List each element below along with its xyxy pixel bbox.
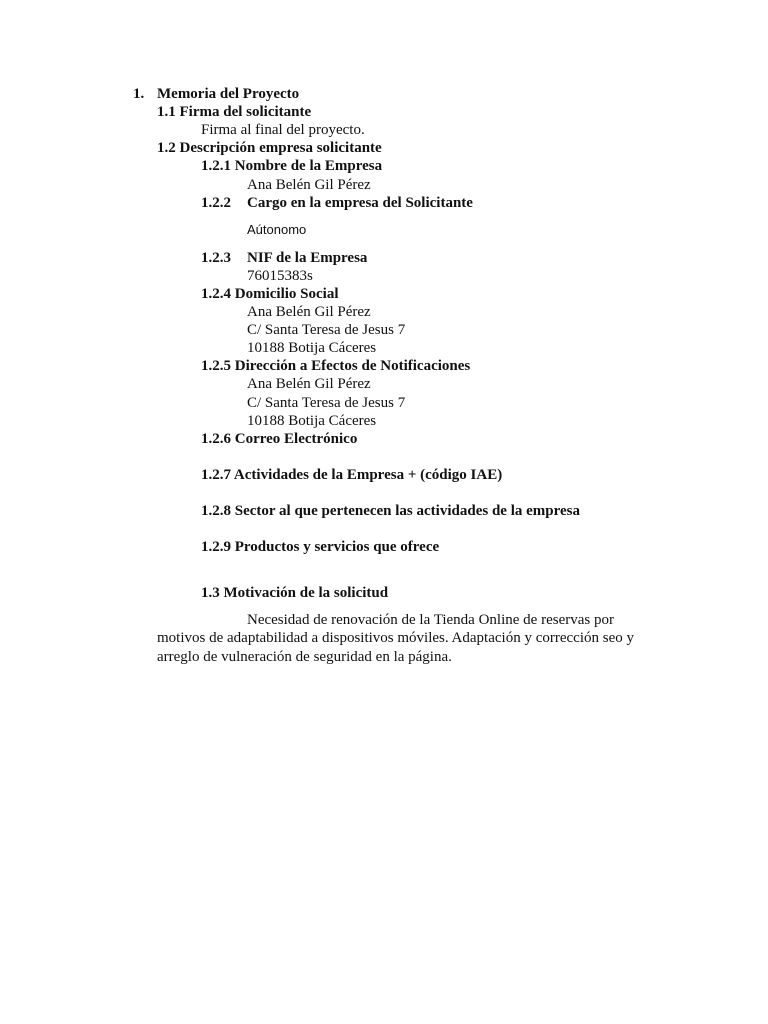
heading-1-number: 1. bbox=[133, 86, 145, 102]
heading-1-2-7: 1.2.7 Actividades de la Empresa + (código IAE) bbox=[201, 467, 503, 483]
heading-1-title: Memoria del Proyecto bbox=[157, 86, 300, 102]
heading-1-1: 1.1 Firma del solicitante bbox=[157, 104, 312, 120]
heading-1-2-2-title: Cargo en la empresa del Solicitante bbox=[247, 195, 473, 211]
heading-1-2-3-title: NIF de la Empresa bbox=[247, 250, 368, 266]
heading-1-2-3-number: 1.2.3 bbox=[201, 250, 231, 266]
heading-1-2-9: 1.2.9 Productos y servicios que ofrece bbox=[201, 539, 440, 555]
company-name-value: Ana Belén Gil Pérez bbox=[247, 177, 371, 193]
motivation-paragraph-line: motivos de adaptabilidad a dispositivos móviles. Adaptación y corrección seo y bbox=[157, 630, 634, 646]
heading-1-2-4: 1.2.4 Domicilio Social bbox=[201, 286, 339, 302]
heading-1-2-5: 1.2.5 Dirección a Efectos de Notificaciones bbox=[201, 358, 471, 374]
heading-1-2: 1.2 Descripción empresa solicitante bbox=[157, 140, 382, 156]
notification-address-line: C/ Santa Teresa de Jesus 7 bbox=[247, 395, 406, 411]
heading-1-2-3 bbox=[201, 249, 367, 267]
motivation-paragraph-line: Necesidad de renovación de la Tienda Online de reservas por bbox=[247, 612, 614, 628]
signature-note: Firma al final del proyecto. bbox=[201, 122, 365, 138]
address-line: 10188 Botija Cáceres bbox=[247, 340, 377, 356]
heading-1 bbox=[133, 85, 299, 103]
nif-value: 76015383s bbox=[247, 268, 313, 284]
heading-1-3: 1.3 Motivación de la solicitud bbox=[201, 585, 389, 601]
heading-1-2-6: 1.2.6 Correo Electrónico bbox=[201, 431, 358, 447]
position-value: Aútonomo bbox=[247, 222, 307, 237]
notification-address-line: 10188 Botija Cáceres bbox=[247, 413, 377, 429]
address-line: C/ Santa Teresa de Jesus 7 bbox=[247, 322, 406, 338]
heading-1-2-1: 1.2.1 Nombre de la Empresa bbox=[201, 158, 383, 174]
heading-1-2-2-number: 1.2.2 bbox=[201, 195, 231, 211]
address-line: Ana Belén Gil Pérez bbox=[247, 304, 371, 320]
heading-1-2-8: 1.2.8 Sector al que pertenecen las actividades de la empresa bbox=[201, 503, 580, 519]
motivation-paragraph-line: arreglo de vulneración de seguridad en la página. bbox=[157, 649, 452, 665]
heading-1-2-2 bbox=[201, 194, 473, 212]
notification-address-line: Ana Belén Gil Pérez bbox=[247, 376, 371, 392]
